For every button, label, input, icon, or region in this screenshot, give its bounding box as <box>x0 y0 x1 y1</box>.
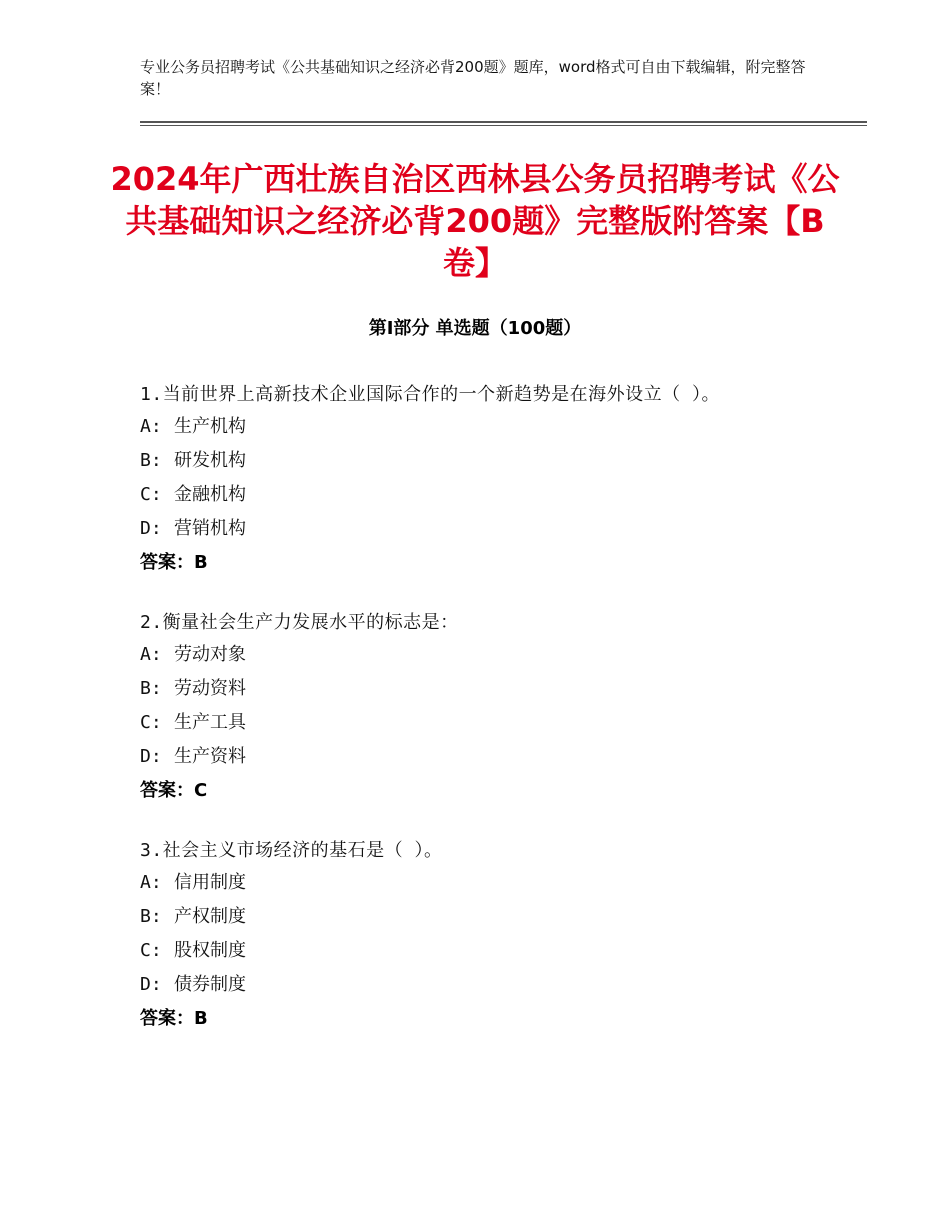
option-text: 生产机构 <box>174 416 246 437</box>
header-note: 专业公务员招聘考试《公共基础知识之经济必背200题》题库，word格式可自由下载编辑，附完整答案！ <box>140 58 806 98</box>
option-text: 劳动资料 <box>174 678 246 699</box>
option-text: 生产资料 <box>174 746 246 767</box>
header-divider-thin <box>140 125 867 126</box>
option-letter: C: <box>140 484 162 505</box>
option-d <box>140 968 820 1002</box>
option-c <box>140 934 820 968</box>
question-stem: 2.衡量社会生产力发展水平的标志是： <box>140 612 459 633</box>
option-letter: C: <box>140 940 162 961</box>
option-b <box>140 444 820 478</box>
option-letter: B: <box>140 678 162 699</box>
option-letter: A: <box>140 644 162 665</box>
option-text: 金融机构 <box>174 484 246 505</box>
answer-label: 答案：C <box>140 780 208 801</box>
option-a <box>140 410 820 444</box>
option-letter: A: <box>140 416 162 437</box>
option-text: 信用制度 <box>174 872 246 893</box>
question-list <box>140 380 820 1064</box>
option-text: 劳动对象 <box>174 644 246 665</box>
option-letter: A: <box>140 872 162 893</box>
option-a <box>140 638 820 672</box>
option-text: 研发机构 <box>174 450 246 471</box>
option-c <box>140 706 820 740</box>
answer-label: 答案：B <box>140 552 208 573</box>
question-item <box>140 836 820 1036</box>
option-d <box>140 512 820 546</box>
option-text: 生产工具 <box>174 712 246 733</box>
option-a <box>140 866 820 900</box>
option-text: 营销机构 <box>174 518 246 539</box>
option-b <box>140 672 820 706</box>
option-letter: C: <box>140 712 162 733</box>
option-letter: B: <box>140 906 162 927</box>
option-letter: B: <box>140 450 162 471</box>
option-text: 股权制度 <box>174 940 246 961</box>
option-d <box>140 740 820 774</box>
option-letter: D: <box>140 746 162 767</box>
option-c <box>140 478 820 512</box>
header-divider-thick <box>140 121 867 123</box>
answer-label: 答案：B <box>140 1008 208 1029</box>
question-stem: 3.社会主义市场经济的基石是（ ）。 <box>140 840 443 861</box>
option-b <box>140 900 820 934</box>
document-title: 2024年广西壮族自治区西林县公务员招聘考试《公共基础知识之经济必背200题》完整版附答案【B卷】 <box>110 160 840 282</box>
option-text: 债券制度 <box>174 974 246 995</box>
option-text: 产权制度 <box>174 906 246 927</box>
option-letter: D: <box>140 974 162 995</box>
question-item <box>140 380 820 580</box>
question-item <box>140 608 820 808</box>
section-title: 第Ⅰ部分 单选题（100题） <box>368 318 582 339</box>
option-letter: D: <box>140 518 162 539</box>
question-stem: 1.当前世界上高新技术企业国际合作的一个新趋势是在海外设立（ ）。 <box>140 384 721 405</box>
